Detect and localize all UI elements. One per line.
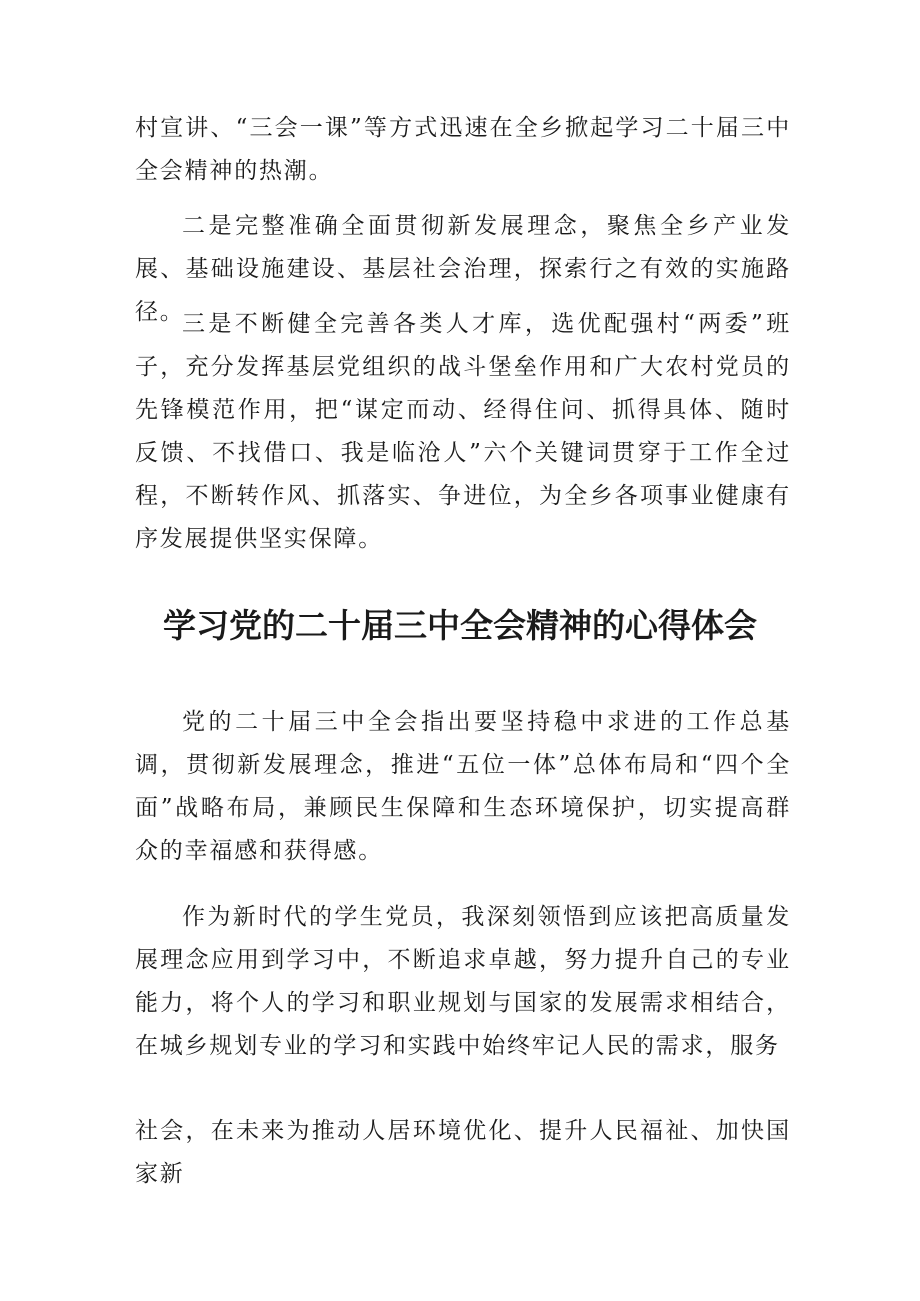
section-paragraph-3: 社会，在未来为推动人居环境优化、提升人民福祉、加快国家新 (135, 1118, 791, 1187)
point-three-paragraph: 三是不断健全完善各类人才库，选优配强村“两委”班子，充分发挥基层党组织的战斗堡垒作用和广大农村党员的先锋模范作用，把“谋定而动、经得住问、抓得具体、随时反馈、不找借口、我是临沧人”六个关键词贯穿于工作全过程，不断转作风、抓落实、争进位，为全乡各项事业健康有序发展提供坚实保障。 (135, 311, 791, 552)
section-title: 学习党的二十届三中全会精神的心得体会 (163, 606, 757, 645)
point-two-paragraph: 二是完整准确全面贯彻新发展理念，聚焦全乡产业发展、基础设施建设、基层社会治理，探索行之有效的实施路径。 (135, 213, 791, 325)
section-paragraph-2: 作为新时代的学生党员，我深刻领悟到应该把高质量发展理念应用到学习中，不断追求卓越，努力提升自己的专业能力，将个人的学习和职业规划与国家的发展需求相结合，在城乡规划专业的学习和实践中始终牢记人民的需求，服务 (135, 904, 791, 1059)
section-paragraph-1: 党的二十届三中全会指出要坚持稳中求进的工作总基调，贯彻新发展理念，推进“五位一体”总体布局和“四个全面”战略布局，兼顾民生保障和生态环境保护，切实提高群众的幸福感和获得感。 (135, 709, 791, 864)
continuation-paragraph: 村宣讲、“三会一课”等方式迅速在全乡掀起学习二十届三中全会精神的热潮。 (135, 115, 791, 184)
